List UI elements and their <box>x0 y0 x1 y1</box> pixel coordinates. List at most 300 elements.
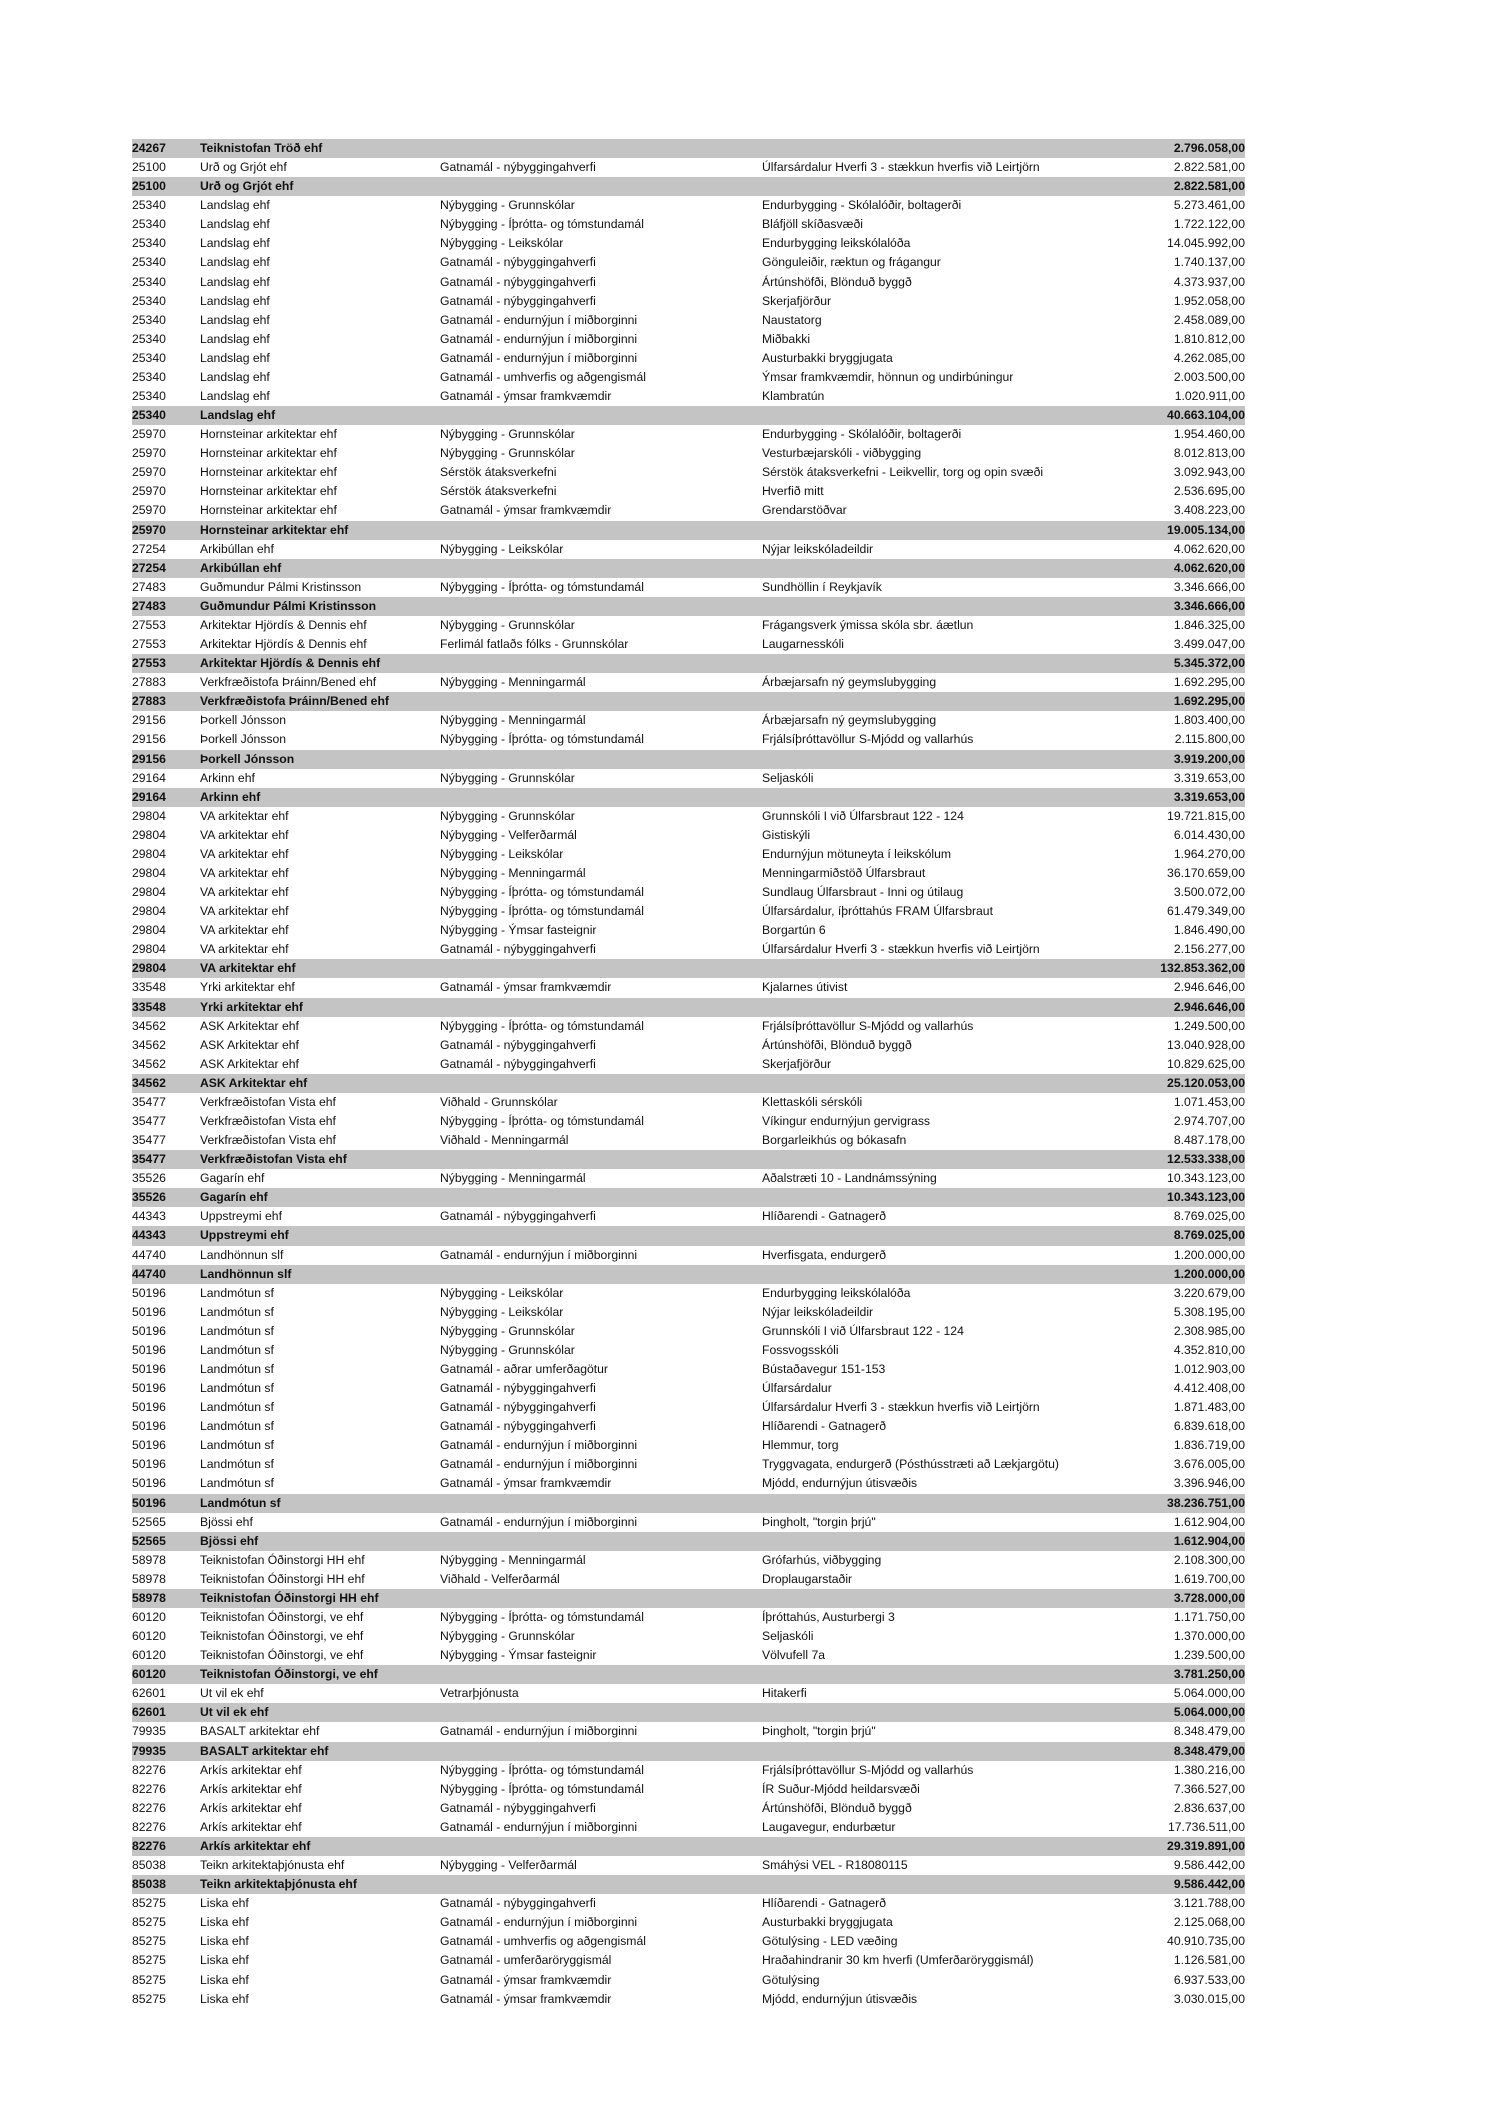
vendor-name: Teikn arkitektaþjónusta ehf <box>200 1877 357 1892</box>
vendor-name: Arkinn ehf <box>200 789 261 804</box>
table-row <box>132 845 1245 864</box>
table-row <box>132 349 1245 368</box>
vendor-name: VA arkitektar ehf <box>200 885 289 900</box>
expense-table <box>132 139 1245 2009</box>
cost-category: Nýbygging - Grunnskólar <box>440 808 575 823</box>
vendor-name: Landmótun sf <box>200 1438 274 1453</box>
subtotal-row <box>132 998 1245 1017</box>
table-row <box>132 1207 1245 1226</box>
amount: 19.005.134,00 <box>1167 522 1245 537</box>
cost-category <box>440 1875 762 1894</box>
table-row <box>132 902 1245 921</box>
vendor-id: 27483 <box>132 579 166 594</box>
cost-category: Nýbygging - Íþrótta- og tómstundamál <box>440 1762 644 1777</box>
subtotal-row <box>132 1742 1245 1761</box>
amount: 3.408.223,00 <box>1173 503 1245 518</box>
project-name: Droplaugarstaðir <box>762 1571 853 1586</box>
amount: 3.396.946,00 <box>1173 1476 1245 1491</box>
amount: 6.937.533,00 <box>1173 1972 1245 1987</box>
project-name: Borgartún 6 <box>762 923 826 938</box>
vendor-name: VA arkitektar ehf <box>200 808 289 823</box>
vendor-id: 29804 <box>132 942 166 957</box>
table-row <box>132 1951 1245 1970</box>
vendor-id: 27483 <box>132 598 166 613</box>
vendor-id: 34562 <box>132 1018 166 1033</box>
cost-category: Gatnamál - nýbyggingahverfi <box>440 1896 596 1911</box>
project-name: Klambratún <box>762 389 825 404</box>
vendor-name: Hornsteinar arkitektar ehf <box>200 427 337 442</box>
cost-category: Nýbygging - Leikskólar <box>440 236 564 251</box>
subtotal-row <box>132 1494 1245 1513</box>
vendor-name: Landslag ehf <box>200 274 270 289</box>
table-row <box>132 730 1245 749</box>
project-name: Víkingur endurnýjun gervigrass <box>762 1113 931 1128</box>
amount: 2.156.277,00 <box>1173 942 1245 957</box>
vendor-name: Teiknistofan Óðinstorgi HH ehf <box>200 1571 365 1586</box>
vendor-id: 29804 <box>132 827 166 842</box>
vendor-name: Þorkell Jónsson <box>200 732 287 747</box>
vendor-name: Landmótun sf <box>200 1400 274 1415</box>
amount: 3.092.943,00 <box>1173 465 1245 480</box>
amount: 3.346.666,00 <box>1173 579 1245 594</box>
subtotal-row <box>132 521 1245 540</box>
cost-category <box>440 1494 762 1513</box>
vendor-name: Arkís arkitektar ehf <box>200 1819 302 1834</box>
cost-category: Sérstök átaksverkefni <box>440 484 557 499</box>
project-name <box>762 1226 1135 1245</box>
amount: 3.499.047,00 <box>1173 637 1245 652</box>
cost-category: Gatnamál - nýbyggingahverfi <box>440 1037 596 1052</box>
project-name: Mjódd, endurnýjun útisvæðis <box>762 1991 918 2006</box>
vendor-name: Landmótun sf <box>200 1323 274 1338</box>
amount: 3.220.679,00 <box>1173 1285 1245 1300</box>
vendor-name: Landhönnun slf <box>200 1266 292 1281</box>
table-row <box>132 311 1245 330</box>
vendor-name: Verkfræðistofan Vista ehf <box>200 1152 347 1167</box>
amount: 4.262.085,00 <box>1173 350 1245 365</box>
vendor-name: Þorkell Jónsson <box>200 751 295 766</box>
vendor-id: 35526 <box>132 1190 166 1205</box>
cost-category: Nýbygging - Grunnskólar <box>440 446 575 461</box>
project-name: Kjalarnes útivist <box>762 980 848 995</box>
amount: 5.064.000,00 <box>1173 1705 1245 1720</box>
vendor-id: 25340 <box>132 198 166 213</box>
amount: 1.200.000,00 <box>1173 1266 1245 1281</box>
vendor-id: 25970 <box>132 446 166 461</box>
amount: 2.003.500,00 <box>1173 369 1245 384</box>
table-row <box>132 1131 1245 1150</box>
vendor-id: 29156 <box>132 713 166 728</box>
amount: 4.062.620,00 <box>1173 541 1245 556</box>
project-name: Árbæjarsafn ný geymslubygging <box>762 713 937 728</box>
vendor-name: BASALT arkitektar ehf <box>200 1724 320 1739</box>
project-name: Úlfarsárdalur Hverfi 3 - stækkun hverfis við Leirtjörn <box>762 1400 1040 1415</box>
project-name: Aðalstræti 10 - Landnámssýning <box>762 1171 937 1186</box>
amount: 1.952.058,00 <box>1173 293 1245 308</box>
project-name <box>762 177 1135 196</box>
table-row <box>132 463 1245 482</box>
table-row <box>132 1990 1245 2009</box>
vendor-id: 35477 <box>132 1152 166 1167</box>
cost-category <box>440 750 762 769</box>
cost-category: Nýbygging - Íþrótta- og tómstundamál <box>440 579 644 594</box>
amount: 4.412.408,00 <box>1173 1381 1245 1396</box>
project-name <box>762 559 1135 578</box>
vendor-id: 25340 <box>132 217 166 232</box>
table-row <box>132 921 1245 940</box>
vendor-name: Verkfræðistofan Vista ehf <box>200 1113 336 1128</box>
vendor-id: 60120 <box>132 1667 166 1682</box>
amount: 1.846.325,00 <box>1173 617 1245 632</box>
vendor-id: 29804 <box>132 885 166 900</box>
cost-category: Nýbygging - Velferðarmál <box>440 1858 577 1873</box>
subtotal-row <box>132 1703 1245 1722</box>
amount: 2.836.637,00 <box>1173 1800 1245 1815</box>
amount: 8.348.479,00 <box>1173 1743 1245 1758</box>
table-row <box>132 1932 1245 1951</box>
cost-category: Nýbygging - Ýmsar fasteignir <box>440 923 597 938</box>
vendor-id: 25100 <box>132 160 166 175</box>
table-row <box>132 1436 1245 1455</box>
project-name: Endurbygging leikskólalóða <box>762 1285 911 1300</box>
project-name: Menningarmiðstöð Úlfarsbraut <box>762 865 926 880</box>
amount: 4.062.620,00 <box>1173 560 1245 575</box>
amount: 10.343.123,00 <box>1167 1171 1245 1186</box>
project-name: Skerjafjörður <box>762 1056 832 1071</box>
cost-category: Gatnamál - ýmsar framkvæmdir <box>440 1972 612 1987</box>
project-name: Hlíðarendi - Gatnagerð <box>762 1896 886 1911</box>
project-name: Endurbygging - Skólalóðir, boltagerði <box>762 198 962 213</box>
vendor-name: Verkfræðistofan Vista ehf <box>200 1094 336 1109</box>
project-name <box>762 959 1135 978</box>
project-name <box>762 654 1135 673</box>
vendor-name: Landslag ehf <box>200 236 270 251</box>
amount: 40.910.735,00 <box>1167 1934 1245 1949</box>
vendor-id: 25970 <box>132 465 166 480</box>
vendor-id: 82276 <box>132 1800 166 1815</box>
cost-category: Gatnamál - endurnýjun í miðborginni <box>440 1247 638 1262</box>
table-row <box>132 978 1245 997</box>
project-name: Naustatorg <box>762 312 822 327</box>
cost-category <box>440 1188 762 1207</box>
vendor-name: Landslag ehf <box>200 255 270 270</box>
amount: 61.479.349,00 <box>1167 904 1245 919</box>
project-name: Ártúnshöfði, Blönduð byggð <box>762 1037 912 1052</box>
vendor-name: Landslag ehf <box>200 350 270 365</box>
project-name: Endurnýjun mötuneyta í leikskólum <box>762 846 952 861</box>
vendor-id: 25340 <box>132 312 166 327</box>
vendor-id: 44343 <box>132 1228 166 1243</box>
vendor-name: Yrki arkitektar ehf <box>200 999 303 1014</box>
vendor-id: 25340 <box>132 255 166 270</box>
subtotal-row <box>132 1875 1245 1894</box>
vendor-name: Hornsteinar arkitektar ehf <box>200 522 349 537</box>
amount: 3.319.653,00 <box>1173 789 1245 804</box>
table-row <box>132 1474 1245 1493</box>
vendor-id: 62601 <box>132 1686 166 1701</box>
vendor-id: 27254 <box>132 541 166 556</box>
vendor-id: 34562 <box>132 1056 166 1071</box>
amount: 3.676.005,00 <box>1173 1457 1245 1472</box>
table-row <box>132 1246 1245 1265</box>
amount: 25.120.053,00 <box>1167 1075 1245 1090</box>
table-row <box>132 826 1245 845</box>
table-row <box>132 1093 1245 1112</box>
vendor-name: Landslag ehf <box>200 369 270 384</box>
project-name <box>762 1532 1135 1551</box>
amount: 1.740.137,00 <box>1173 255 1245 270</box>
cost-category <box>440 521 762 540</box>
amount: 1.370.000,00 <box>1173 1629 1245 1644</box>
vendor-name: Hornsteinar arkitektar ehf <box>200 503 337 518</box>
amount: 3.919.200,00 <box>1173 751 1245 766</box>
vendor-name: Verkfræðistofan Vista ehf <box>200 1133 336 1148</box>
project-name <box>762 1589 1135 1608</box>
table-row <box>132 1398 1245 1417</box>
project-name: Grunnskóli I við Úlfarsbraut 122 - 124 <box>762 808 964 823</box>
vendor-id: 58978 <box>132 1590 166 1605</box>
cost-category: Gatnamál - nýbyggingahverfi <box>440 1209 596 1224</box>
amount: 1.810.812,00 <box>1173 331 1245 346</box>
vendor-name: VA arkitektar ehf <box>200 942 289 957</box>
cost-category <box>440 998 762 1017</box>
vendor-id: 82276 <box>132 1838 166 1853</box>
amount: 1.071.453,00 <box>1173 1094 1245 1109</box>
project-name: Þingholt, "torgin þrjú" <box>762 1724 876 1739</box>
vendor-id: 29804 <box>132 961 166 976</box>
cost-category <box>440 1226 762 1245</box>
vendor-name: ASK Arkitektar ehf <box>200 1075 308 1090</box>
vendor-id: 27883 <box>132 675 166 690</box>
amount: 1.249.500,00 <box>1173 1018 1245 1033</box>
amount: 1.612.904,00 <box>1173 1514 1245 1529</box>
cost-category: Nýbygging - Leikskólar <box>440 541 564 556</box>
vendor-id: 25340 <box>132 369 166 384</box>
vendor-name: Landhönnun slf <box>200 1247 284 1262</box>
cost-category: Nýbygging - Velferðarmál <box>440 827 577 842</box>
cost-category <box>440 788 762 807</box>
project-name <box>762 1875 1135 1894</box>
subtotal-row <box>132 597 1245 616</box>
cost-category <box>440 177 762 196</box>
table-row <box>132 387 1245 406</box>
vendor-name: VA arkitektar ehf <box>200 923 289 938</box>
vendor-name: Liska ehf <box>200 1991 249 2006</box>
amount: 9.586.442,00 <box>1173 1858 1245 1873</box>
project-name: Nýjar leikskóladeildir <box>762 541 874 556</box>
cost-category: Gatnamál - ýmsar framkvæmdir <box>440 1476 612 1491</box>
project-name <box>762 1837 1135 1856</box>
project-name: Hitakerfi <box>762 1686 807 1701</box>
vendor-name: Guðmundur Pálmi Kristinsson <box>200 598 377 613</box>
vendor-name: Teiknistofan Tröð ehf <box>200 141 323 155</box>
subtotal-row <box>132 559 1245 578</box>
cost-category: Nýbygging - Íþrótta- og tómstundamál <box>440 885 644 900</box>
cost-category: Nýbygging - Leikskólar <box>440 1304 564 1319</box>
project-name: Fossvogsskóli <box>762 1342 839 1357</box>
table-row <box>132 273 1245 292</box>
project-name: Frjálsíþróttavöllur S-Mjódd og vallarhús <box>762 732 974 747</box>
project-name <box>762 1742 1135 1761</box>
cost-category: Nýbygging - Íþrótta- og tómstundamál <box>440 1610 644 1625</box>
amount: 1.171.750,00 <box>1173 1610 1245 1625</box>
table-row <box>132 1818 1245 1837</box>
amount: 2.822.581,00 <box>1173 179 1245 194</box>
amount: 2.108.300,00 <box>1173 1552 1245 1567</box>
amount: 2.458.089,00 <box>1173 312 1245 327</box>
cost-category: Gatnamál - nýbyggingahverfi <box>440 255 596 270</box>
vendor-name: Landslag ehf <box>200 217 270 232</box>
vendor-name: VA arkitektar ehf <box>200 961 296 976</box>
amount: 2.125.068,00 <box>1173 1915 1245 1930</box>
vendor-name: Landslag ehf <box>200 312 270 327</box>
vendor-name: Arkís arkitektar ehf <box>200 1762 302 1777</box>
vendor-id: 25970 <box>132 427 166 442</box>
table-row <box>132 368 1245 387</box>
vendor-name: Liska ehf <box>200 1934 249 1949</box>
project-name: Sundhöllin í Reykjavík <box>762 579 882 594</box>
vendor-name: Landmótun sf <box>200 1476 274 1491</box>
project-name: Grófarhús, viðbygging <box>762 1552 882 1567</box>
project-name: Úlfarsárdalur <box>762 1381 832 1396</box>
vendor-id: 50196 <box>132 1457 166 1472</box>
vendor-id: 25970 <box>132 484 166 499</box>
project-name <box>762 998 1135 1017</box>
amount: 1.871.483,00 <box>1173 1400 1245 1415</box>
vendor-name: Gagarín ehf <box>200 1171 265 1186</box>
table-row <box>132 482 1245 501</box>
vendor-name: Teiknistofan Óðinstorgi HH ehf <box>200 1590 379 1605</box>
vendor-name: Arkís arkitektar ehf <box>200 1838 311 1853</box>
vendor-id: 29156 <box>132 751 166 766</box>
amount: 7.366.527,00 <box>1173 1781 1245 1796</box>
vendor-name: Arkís arkitektar ehf <box>200 1781 302 1796</box>
cost-category: Gatnamál - ýmsar framkvæmdir <box>440 389 612 404</box>
project-name: Bústaðavegur 151-153 <box>762 1362 886 1376</box>
vendor-name: Arkís arkitektar ehf <box>200 1800 302 1815</box>
vendor-id: 33548 <box>132 999 166 1014</box>
vendor-id: 35477 <box>132 1113 166 1128</box>
amount: 2.946.646,00 <box>1173 999 1245 1014</box>
project-name <box>762 1265 1135 1284</box>
subtotal-row <box>132 1532 1245 1551</box>
table-row <box>132 1570 1245 1589</box>
vendor-name: Landmótun sf <box>200 1419 274 1434</box>
cost-category <box>440 1532 762 1551</box>
amount: 8.348.479,00 <box>1173 1724 1245 1739</box>
cost-category: Gatnamál - ýmsar framkvæmdir <box>440 503 612 518</box>
table-row <box>132 616 1245 635</box>
cost-category: Gatnamál - ýmsar framkvæmdir <box>440 1991 612 2006</box>
cost-category: Viðhald - Menningarmál <box>440 1133 569 1148</box>
vendor-id: 60120 <box>132 1648 166 1663</box>
subtotal-row <box>132 692 1245 711</box>
cost-category: Nýbygging - Menningarmál <box>440 1171 586 1186</box>
vendor-name: Arkitektar Hjördís & Dennis ehf <box>200 617 367 632</box>
table-row <box>132 1646 1245 1665</box>
vendor-name: BASALT arkitektar ehf <box>200 1743 329 1758</box>
amount: 5.345.372,00 <box>1173 656 1245 671</box>
amount: 8.012.813,00 <box>1173 446 1245 461</box>
amount: 5.064.000,00 <box>1173 1686 1245 1701</box>
table-row <box>132 769 1245 788</box>
project-name: Árbæjarsafn ný geymslubygging <box>762 675 937 690</box>
vendor-name: Arkinn ehf <box>200 770 255 785</box>
vendor-id: 50196 <box>132 1400 166 1415</box>
amount: 5.308.195,00 <box>1173 1304 1245 1319</box>
cost-category: Nýbygging - Grunnskólar <box>440 1342 575 1357</box>
vendor-id: 29804 <box>132 808 166 823</box>
vendor-name: Liska ehf <box>200 1896 249 1911</box>
amount: 132.853.362,00 <box>1160 961 1245 976</box>
vendor-id: 27553 <box>132 637 166 652</box>
cost-category <box>440 1742 762 1761</box>
amount: 2.822.581,00 <box>1173 160 1245 175</box>
cost-category: Gatnamál - nýbyggingahverfi <box>440 1381 596 1396</box>
project-name <box>762 1703 1135 1722</box>
table-row <box>132 578 1245 597</box>
amount: 2.796.058,00 <box>1173 141 1245 155</box>
vendor-id: 44740 <box>132 1266 166 1281</box>
amount: 1.722.122,00 <box>1173 217 1245 232</box>
vendor-name: Landmótun sf <box>200 1495 281 1510</box>
vendor-id: 62601 <box>132 1705 166 1720</box>
vendor-id: 85275 <box>132 1896 166 1911</box>
cost-category: Gatnamál - nýbyggingahverfi <box>440 293 596 308</box>
project-name: Götulýsing <box>762 1972 820 1987</box>
cost-category: Gatnamál - endurnýjun í miðborginni <box>440 1457 638 1472</box>
table-row <box>132 673 1245 692</box>
project-name: Klettaskóli sérskóli <box>762 1094 863 1109</box>
amount: 10.343.123,00 <box>1167 1190 1245 1205</box>
vendor-id: 35526 <box>132 1171 166 1186</box>
vendor-id: 25340 <box>132 350 166 365</box>
vendor-name: Landmótun sf <box>200 1304 274 1319</box>
amount: 2.974.707,00 <box>1173 1113 1245 1128</box>
vendor-id: 60120 <box>132 1629 166 1644</box>
table-row <box>132 1608 1245 1627</box>
vendor-name: Landmótun sf <box>200 1362 274 1376</box>
amount: 1.964.270,00 <box>1173 846 1245 861</box>
cost-category: Gatnamál - nýbyggingahverfi <box>440 274 596 289</box>
table-row <box>132 253 1245 272</box>
amount: 2.115.800,00 <box>1174 732 1245 747</box>
cost-category: Nýbygging - Grunnskólar <box>440 198 575 213</box>
vendor-id: 44343 <box>132 1209 166 1224</box>
vendor-name: VA arkitektar ehf <box>200 904 289 919</box>
subtotal-row <box>132 788 1245 807</box>
table-row <box>132 1322 1245 1341</box>
amount: 2.946.646,00 <box>1173 980 1245 995</box>
vendor-id: 85275 <box>132 1915 166 1930</box>
vendor-name: Urð og Grjót ehf <box>200 179 294 194</box>
project-name: Þingholt, "torgin þrjú" <box>762 1514 876 1529</box>
subtotal-row <box>132 406 1245 425</box>
vendor-id: 50196 <box>132 1381 166 1396</box>
amount: 2.536.695,00 <box>1173 484 1245 499</box>
amount: 8.487.178,00 <box>1173 1133 1245 1148</box>
project-name: Endurbygging - Skólalóðir, boltagerði <box>762 427 962 442</box>
cost-category: Nýbygging - Menningarmál <box>440 865 586 880</box>
table-row <box>132 330 1245 349</box>
vendor-name: Bjössi ehf <box>200 1533 259 1548</box>
cost-category: Gatnamál - umhverfis og aðgengismál <box>440 1934 646 1949</box>
amount: 6.839.618,00 <box>1173 1419 1245 1434</box>
vendor-name: Teiknistofan Óðinstorgi, ve ehf <box>200 1629 364 1644</box>
vendor-id: 27553 <box>132 656 166 671</box>
project-name: Frjálsíþróttavöllur S-Mjódd og vallarhús <box>762 1018 974 1033</box>
vendor-id: 50196 <box>132 1323 166 1338</box>
